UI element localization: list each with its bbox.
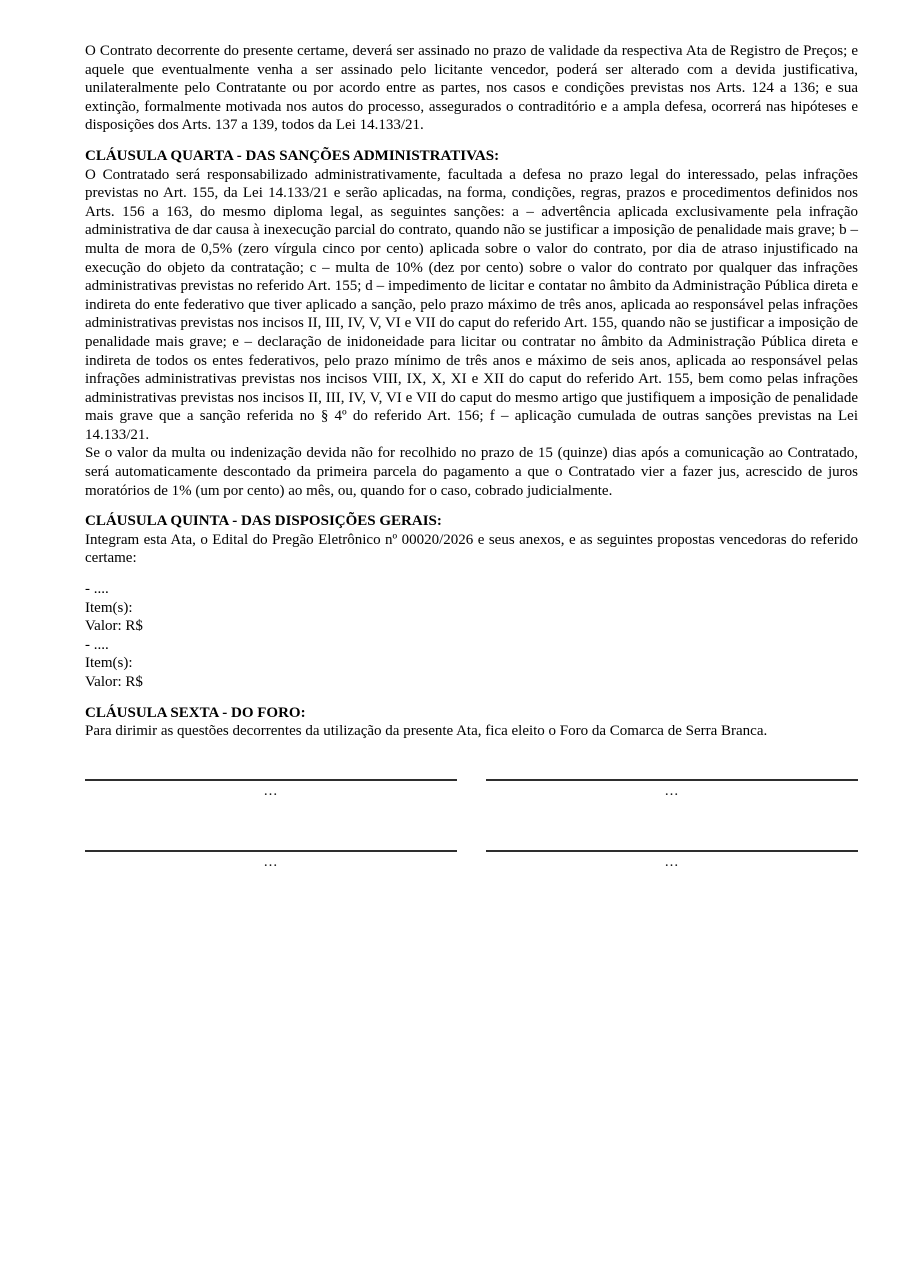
- signature-block: [486, 850, 858, 872]
- signatory-name-placeholder: ...: [263, 782, 279, 799]
- proposal-marker: - ....: [85, 581, 109, 598]
- signature-block: [85, 779, 457, 801]
- signature-section: [85, 779, 858, 872]
- signature-block: [486, 779, 858, 801]
- signature-block: [85, 850, 457, 872]
- clause-6-body: Para dirimir as questões decorrentes da utilização da presente Ata, fica eleito o Foro da Comarca de Serra Branca.: [85, 723, 768, 740]
- clause-5-body: Integram esta Ata, o Edital do Pregão Eletrônico nº 00020/2026 e seus anexos, e as seguintes propostas vencedoras do referido certame:: [85, 531, 858, 567]
- signature-row: [85, 779, 858, 801]
- proposal-value-label: Valor: R$: [85, 674, 143, 690]
- signatory-name-placeholder: ...: [664, 854, 680, 871]
- intro-paragraph: O Contrato decorrente do presente certame, deverá ser assinado no prazo de validade da respectiva Ata de Registro de Preços; e aquele que eventualmente venha a ser assinado pelo licitante vencedor, poderá ser alterado com a devida justificativa, unilateralmente pelo Contratante ou por acordo entre as partes, nos casos e condições previstas nos Arts. 124 a 136; e sua extinção, formalmente motivada nos autos do processo, assegurados o contraditório e a ampla defesa, ocorrerá nas hipóteses e disposições dos Arts. 137 a 139, todos da Lei 14.133/21.: [85, 43, 858, 134]
- clause-4-body: O Contratado será responsabilizado administrativamente, facultada a defesa no prazo legal do interessado, pelas infrações previstas no Art. 155, da Lei 14.133/21 e serão aplicadas, na forma, condições, regras, prazos e procedimentos definidos nos Arts. 156 a 163, do mesmo diploma legal, as seguintes sanções: a – advertência aplicada exclusivamente pela infração administrativa de dar causa à inexecução parcial do contrato, quando não se justificar a imposição de penalidade mais grave; b – multa de mora de 0,5% (zero vírgula cinco por cento) aplicada sobre o valor do contrato, por dia de atraso injustificado na execução do objeto da contratação; c – multa de 10% (dez por cento) sobre o valor do contrato por qualquer das infrações administrativas previstas no referido Art. 155; d – impedimento de licitar e contatar no âmbito da Administração Pública direta e indireta do ente federativo que tiver aplicado a sanção, pelo prazo máximo de três anos, aplicada ao responsável pelas infrações administrativas previstas nos incisos II, III, IV, V, VI e VII do caput do referido Art. 155, quando não se justificar a imposição de penalidade mais grave; e – declaração de inidoneidade para licitar ou contratar no âmbito da Administração Pública direta e indireta de todos os entes federativos, pelo prazo mínimo de três anos e máximo de seis anos, aplicada ao responsável pelas infrações administrativas previstas nos incisos VIII, IX, X, XI e XII do caput do referido Art. 155, bem como pelas infrações administrativas previstas nos incisos II, III, IV, V, VI e VII do caput do mesmo artigo que justifiquem a imposição de penalidade mais grave que a sanção referida no § 4º do referido Art. 156; f – aplicação cumulada de outras sanções previstas na Lei 14.133/21.: [85, 166, 858, 443]
- proposal-value-label: Valor: R$: [85, 618, 143, 635]
- proposal-items-label: Item(s):: [85, 655, 133, 672]
- signatory-name-placeholder: ...: [664, 782, 680, 799]
- signatory-name-placeholder: ...: [263, 854, 279, 871]
- clause-6-heading: CLÁUSULA SEXTA - DO FORO:: [85, 704, 306, 721]
- proposal-items-label: Item(s):: [85, 599, 133, 616]
- proposal-marker: - ....: [85, 636, 109, 653]
- clause-4-penalty-note: Se o valor da multa ou indenização devida não for recolhido no prazo de 15 (quinze) dias após a comunicação ao Contratado, será automaticamente descontado da primeira parcela do pagamento a que o Contratado vier a fazer jus, acrescido de juros moratórios de 1% (um por cento) ao mês, ou, quando for o caso, cobrado judicialmente.: [85, 445, 858, 499]
- clause-4-heading: CLÁUSULA QUARTA - DAS SANÇÕES ADMINISTRATIVAS:: [85, 147, 500, 164]
- winning-proposals-list: [85, 580, 858, 692]
- signature-row: [85, 850, 858, 872]
- clause-5-heading: CLÁUSULA QUINTA - DAS DISPOSIÇÕES GERAIS:: [85, 513, 442, 530]
